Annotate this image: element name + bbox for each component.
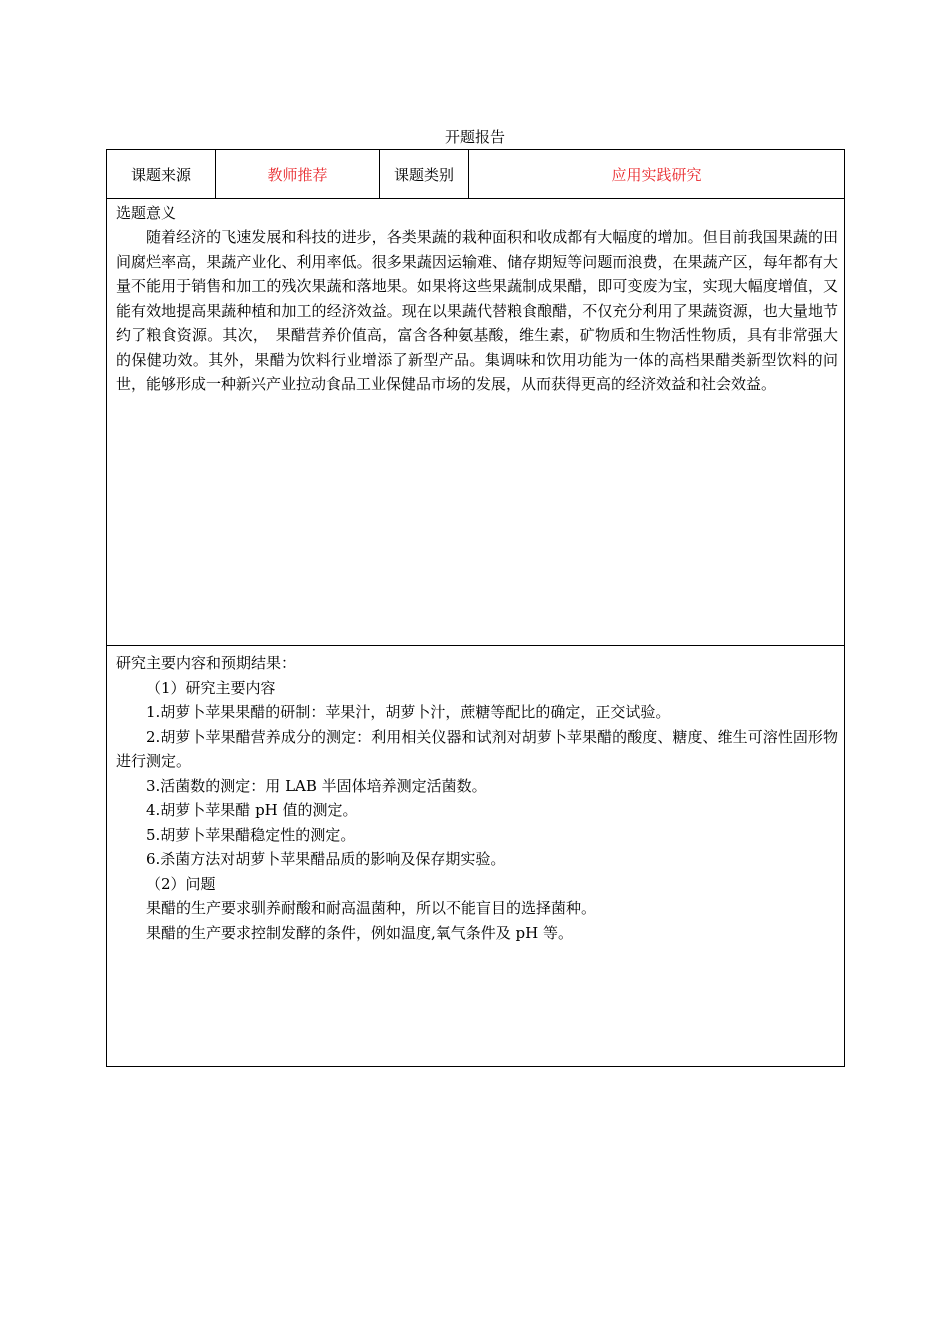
research-row bbox=[107, 646, 845, 1067]
source-value: 教师推荐 bbox=[216, 150, 380, 199]
significance-paragraph: 随着经济的飞速发展和科技的进步，各类果蔬的栽种面积和收成都有大幅度的增加。但目前我国果蔬的田间腐烂率高，果蔬产业化、利用率低。很多果蔬因运输难、储存期短等问题而浪费，在果蔬产区，每年都有大量不能用于销售和加工的残次果蔬和落地果。如果将这些果蔬制成果醋，即可变废为宝，实现大幅度增值，又能有效地提高果蔬种植和加工的经济效益。现在以果蔬代替粮食酿醋，不仅充分利用了果蔬资源，也大量地节约了粮食资源。其次， 果醋营养价值高，富含各种氨基酸，维生素，矿物质和生物活性物质，具有非常强大的保健功效。其外，果醋为饮料行业增添了新型产品。集调味和饮用功能为一体的高档果醋类新型饮料的问世，能够形成一种新兴产业拉动食品工业保健品市场的发展，从而获得更高的经济效益和社会效益。 bbox=[116, 228, 838, 393]
category-label: 课题类别 bbox=[380, 150, 469, 199]
report-table bbox=[106, 149, 845, 1067]
research-heading: 研究主要内容和预期结果： bbox=[116, 654, 297, 672]
header-row bbox=[107, 150, 845, 199]
research-item: 4.胡萝卜苹果醋 pH 值的测定。 bbox=[146, 801, 358, 819]
problem-item: 果醋的生产要求控制发酵的条件，例如温度,氧气条件及 pH 等。 bbox=[146, 923, 573, 942]
significance-row bbox=[107, 199, 845, 646]
research-item: 6.杀菌方法对胡萝卜苹果醋品质的影响及保存期实验。 bbox=[146, 850, 506, 868]
significance-section bbox=[107, 199, 845, 646]
research-content-subheading: （1）研究主要内容 bbox=[146, 678, 276, 697]
research-section bbox=[107, 646, 845, 1067]
research-problems-subheading: （2）问题 bbox=[146, 874, 216, 893]
research-item: 5.胡萝卜苹果醋稳定性的测定。 bbox=[146, 825, 356, 844]
problem-item: 果醋的生产要求驯养耐酸和耐高温菌种，所以不能盲目的选择菌种。 bbox=[146, 899, 597, 917]
research-item: 2.胡萝卜苹果醋营养成分的测定：利用相关仪器和试剂对胡萝卜苹果醋的酸度、糖度、维生可溶性固形物进行测定。 bbox=[116, 727, 838, 770]
significance-heading: 选题意义 bbox=[116, 204, 177, 222]
page-title: 开题报告 bbox=[444, 128, 505, 146]
research-item: 3.活菌数的测定：用 LAB 半固体培养测定活菌数。 bbox=[146, 776, 487, 795]
source-label: 课题来源 bbox=[107, 150, 216, 199]
research-item: 1.胡萝卜苹果果醋的研制：苹果汁，胡萝卜汁，蔗糖等配比的确定，正交试验。 bbox=[146, 703, 671, 721]
category-value: 应用实践研究 bbox=[469, 150, 845, 199]
